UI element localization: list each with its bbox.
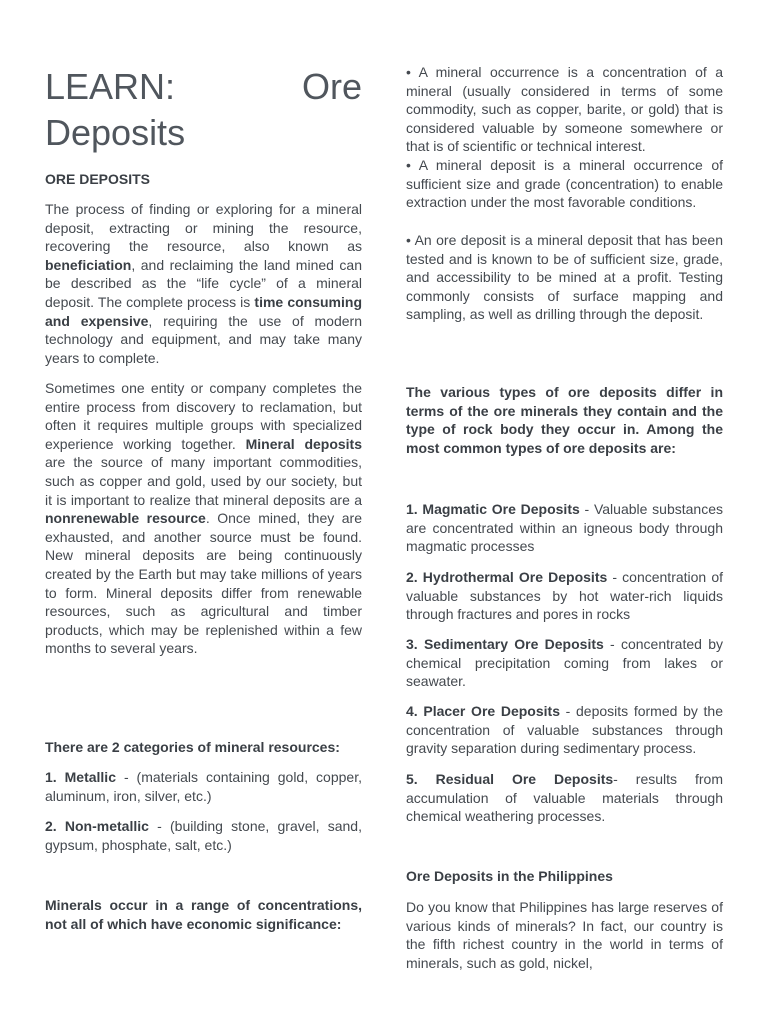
intro-paragraph: The process of finding or exploring for a mineral deposit, extracting or mining the resource, recovering the resource, also known as beneficiation, and reclaiming the land mined can be described as the “life cycle” of a mineral deposit. The complete process is time consuming and expensive, requiring the use of modern technology and equipment, and may take many years to complete.: [45, 201, 362, 366]
category-metallic: 1. Metallic - (materials containing gold, copper, aluminum, iron, silver, etc.): [45, 769, 362, 804]
mineral-deposits-paragraph: Sometimes one entity or company completes the entire process from discovery to reclamation, but often it requires multiple groups with specialized experience working together. Mineral deposits are the source of many important commodities, such as copper and gold, used by our society, but it is important to realize that mineral deposits are a nonrenewable resource. Once mined, they are exhausted, and another source must be found. New mineral deposits are being continuously created by the Earth but may take millions of years to form. Mineral deposits differ from renewable resources, such as agricultural and timber products, which may be replenished within a few months to several years.: [45, 380, 363, 657]
type-residual: 5. Residual Ore Deposits- results from accumulation of valuable materials through chemical weathering processes.: [406, 771, 723, 825]
type-placer: 4. Placer Ore Deposits - deposits formed by the concentration of valuable substances through gravity separation during sedimentary process.: [406, 703, 723, 757]
bullet-mineral-occurrence: • A mineral occurrence is a concentration of a mineral (usually considered in terms of some commodity, such as copper, barite, or gold) that is considered valuable by someone somewhere or that is of scientific or technical interest.: [406, 64, 723, 155]
title-learn: LEARN:: [45, 66, 176, 107]
categories-heading: There are 2 categories of mineral resources:: [45, 739, 340, 755]
title-deposits: Deposits: [45, 112, 186, 153]
type-sedimentary: 3. Sedimentary Ore Deposits - concentrated by chemical precipitation coming from lakes or seawater.: [406, 636, 723, 690]
minerals-concentration-heading: Minerals occur in a range of concentrations, not all of which have economic significance:: [45, 897, 362, 932]
bullet-ore-deposit: • An ore deposit is a mineral deposit that has been tested and is known to be of sufficient size, grade, and accessibility to be mined at a profit. Testing commonly consists of surface mapping and sampling, as well as drilling through the deposit.: [406, 232, 723, 323]
type-magmatic: 1. Magmatic Ore Deposits - Valuable substances are concentrated within an igneous body through magmatic processes: [406, 501, 723, 555]
type-hydrothermal: 2. Hydrothermal Ore Deposits - concentration of valuable substances by hot water-rich liquids through fractures and pores in rocks: [406, 569, 723, 623]
title-ore: Ore: [301, 66, 362, 107]
philippines-heading: Ore Deposits in the Philippines: [406, 868, 613, 884]
category-non-metallic: 2. Non-metallic - (building stone, gravel, sand, gypsum, phosphate, salt, etc.): [45, 818, 362, 853]
philippines-paragraph: Do you know that Philippines has large reserves of various kinds of minerals? In fact, our country is the fifth richest country in the world in terms of minerals, such as gold, nickel,: [406, 899, 723, 971]
section-heading-ore-deposits: ORE DEPOSITS: [45, 171, 151, 187]
types-heading: The various types of ore deposits differ in terms of the ore minerals they contain and the type of rock body they occur in. Among the most common types of ore deposits are:: [406, 384, 723, 456]
page-title: [45, 64, 362, 156]
bullet-mineral-deposit: • A mineral deposit is a mineral occurrence of sufficient size and grade (concentration) to enable extraction under the most favorable conditions.: [406, 157, 723, 211]
